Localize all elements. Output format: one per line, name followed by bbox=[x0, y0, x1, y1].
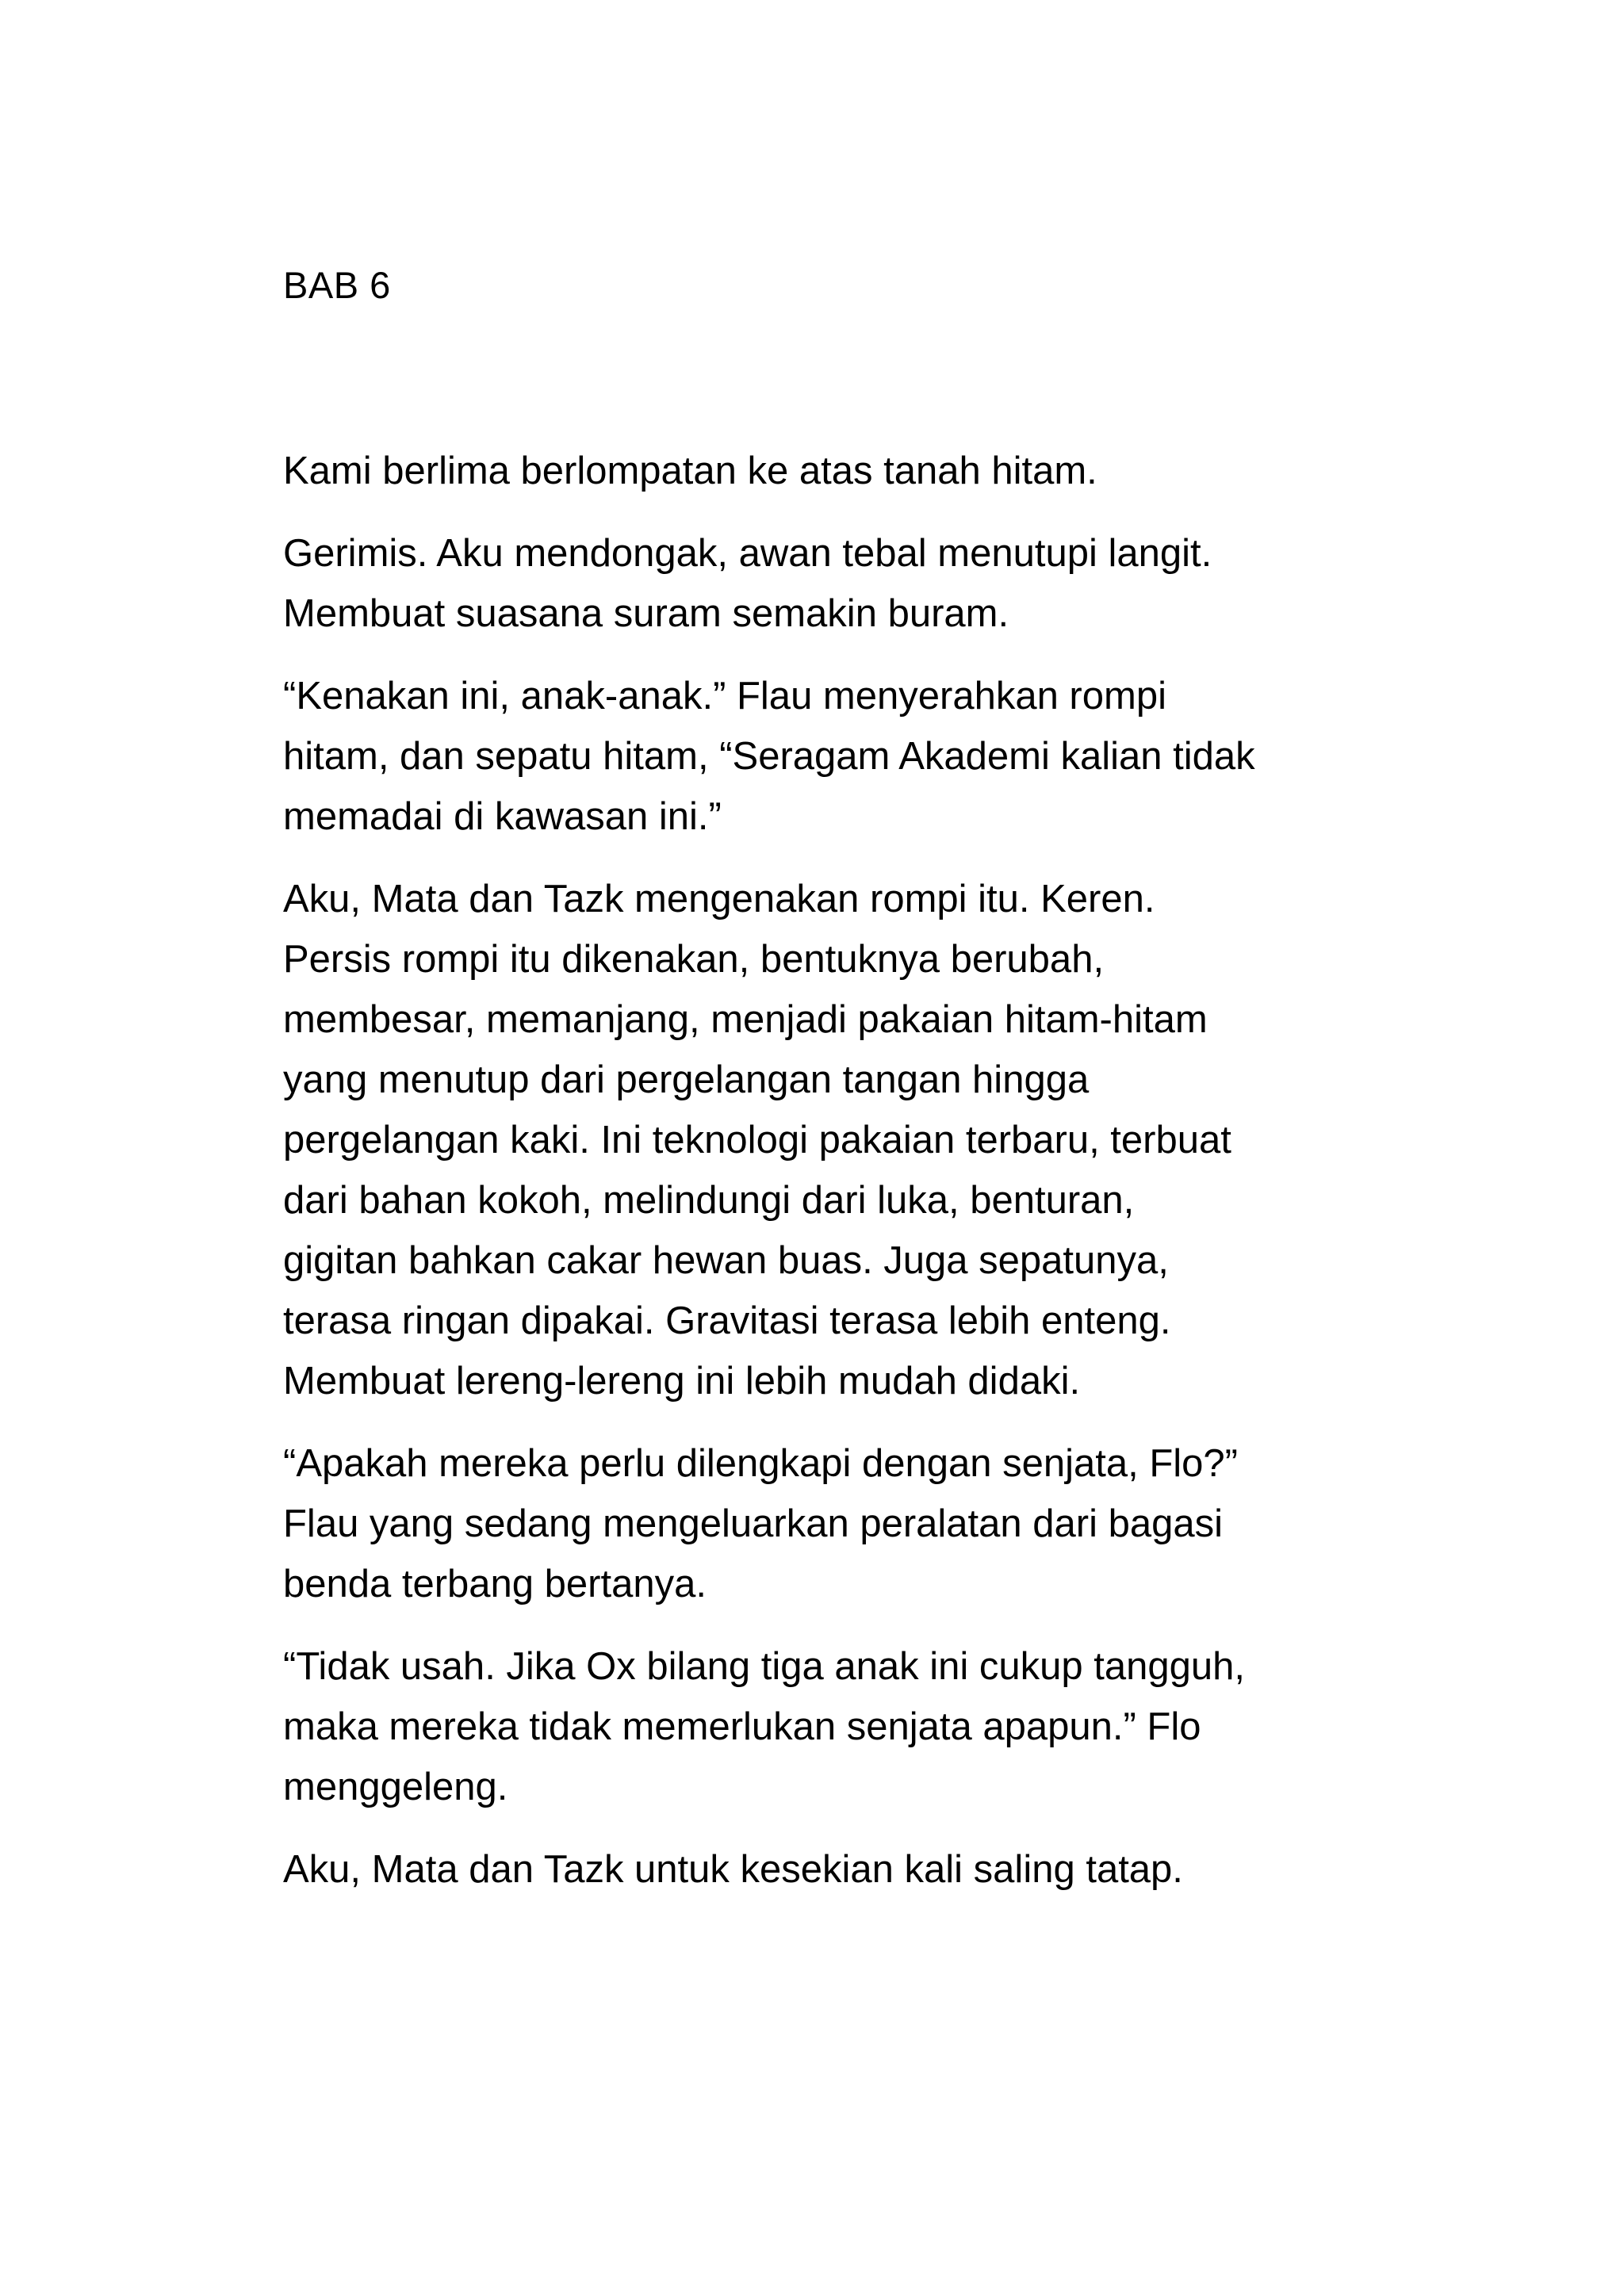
chapter-heading: BAB 6 bbox=[283, 264, 391, 306]
paragraph: Aku, Mata dan Tazk untuk kesekian kali saling tatap. bbox=[283, 1848, 1183, 1891]
paragraph: “Apakah mereka perlu dilengkapi dengan senjata, Flo?” Flau yang sedang mengeluarkan peralatan dari bagasi benda terbang bertanya. bbox=[283, 1442, 1238, 1605]
paragraph: Aku, Mata dan Tazk mengenakan rompi itu. Keren. Persis rompi itu dikenakan, bentuknya berubah, membesar, memanjang, menjadi pakaian hitam-hitam yang menutup dari pergelangan tangan hingga pergelangan kaki. Ini teknologi pakaian terbaru, terbuat dari bahan kokoh, melindungi dari luka, benturan, gigitan bahkan cakar hewan buas. Juga sepatunya, terasa ringan dipakai. Gravitasi terasa lebih enteng. Membuat lereng-lereng ini lebih mudah didaki. bbox=[283, 878, 1231, 1402]
paragraph: Gerimis. Aku mendongak, awan tebal menutupi langit. Membuat suasana suram semakin buram. bbox=[283, 532, 1212, 635]
paragraph: “Tidak usah. Jika Ox bilang tiga anak ini cukup tangguh, maka mereka tidak memerlukan senjata apapun.” Flo menggeleng. bbox=[283, 1645, 1246, 1808]
paragraph: Kami berlima berlompatan ke atas tanah hitam. bbox=[283, 450, 1097, 492]
chapter-body bbox=[283, 441, 1393, 1922]
paragraph: “Kenakan ini, anak-anak.” Flau menyerahkan rompi hitam, dan sepatu hitam, “Seragam Akademi kalian tidak memadai di kawasan ini.” bbox=[283, 675, 1255, 838]
